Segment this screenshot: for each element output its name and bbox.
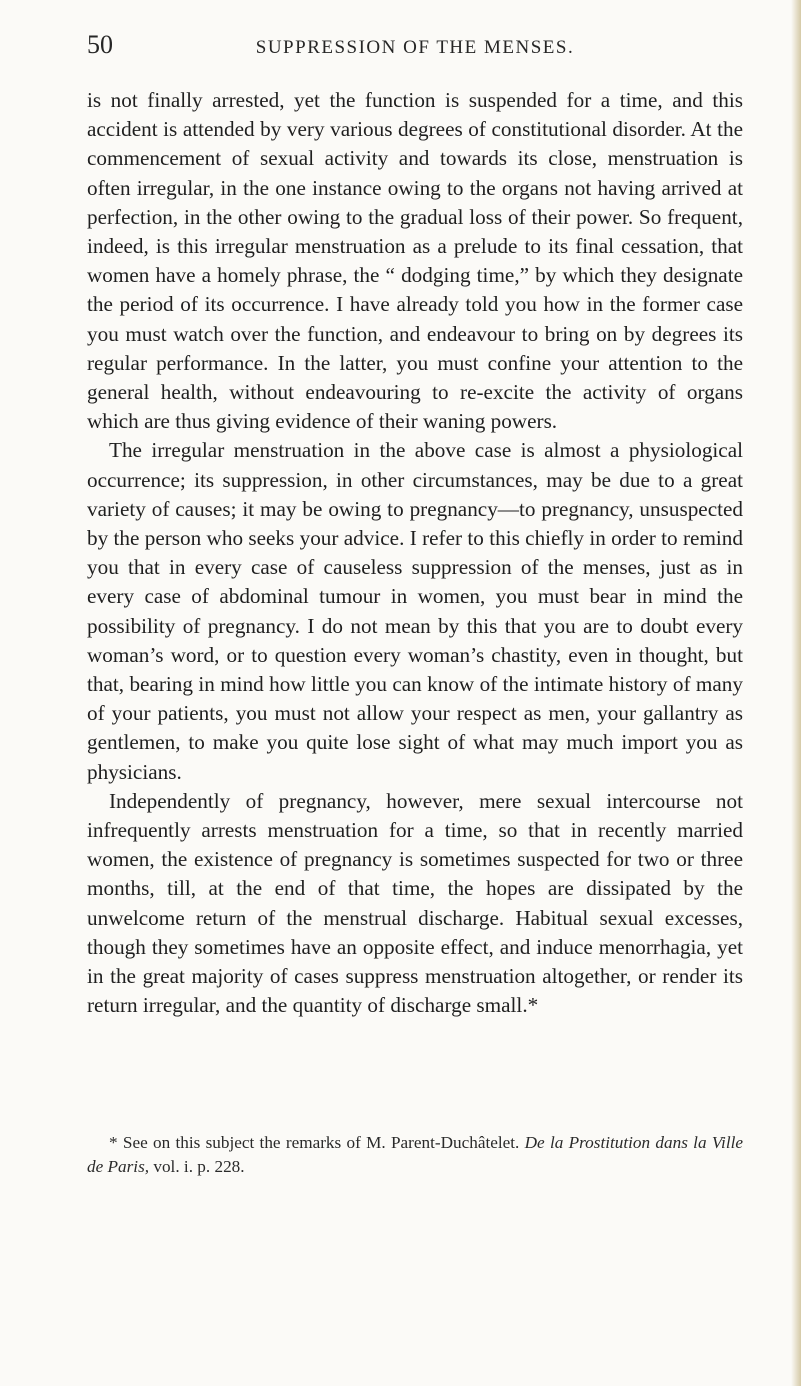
paragraph: Independently of pregnancy, however, mere sexual intercourse not infrequently arrests menstruation for a time, so that in recently married women, the existence of pregnancy is sometimes suspected for two or three months, till, at the end of that time, the hopes are dissipated by the unwelcome return of the menstrual discharge. Habitual sexual excesses, though they sometimes have an opposite effect, and induce menorrhagia, yet in the great majority of cases suppress menstruation altogether, or render its return irregular, and the quantity of discharge small.* bbox=[87, 788, 743, 1018]
running-title: SUPPRESSION OF THE MENSES. bbox=[255, 37, 575, 58]
paragraph: is not finally arrested, yet the function is suspended for a time, and this accident is attended by very various degrees of constitutional disorder. At the commencement of sexual activity and towards its close, menstruation is often irregular, in the one instance owing to the organs not having arrived at perfection, in the other owing to the gradual loss of their power. So frequent, indeed, is this irregular menstruation as a prelude to its final cessation, that women have a homely phrase, the “ dodging time,” by which they designate the period of its occurrence. I have already told you how in the former case you must watch over the function, and endeavour to bring on by degrees its regular performance. In the latter, you must confine your attention to the general health, without endeavouring to re-excite the activity of organs which are thus giving evidence of their waning powers. bbox=[87, 88, 743, 434]
page-header bbox=[87, 30, 743, 62]
footnote bbox=[87, 1131, 743, 1179]
page-edge-shadow bbox=[791, 0, 801, 1386]
paragraph: The irregular menstruation in the above case is almost a physiological occurrence; its suppression, in other circumstances, may be due to a great variety of causes; it may be owing to pregnancy—to pregnancy, unsuspected by the person who seeks your advice. I refer to this chiefly in order to remind you that in every case of causeless suppression of the menses, just as in every case of abdominal tumour in women, you must bear in mind the possibility of pregnancy. I do not mean by this that you are to doubt every woman’s word, or to question every woman’s chastity, even in thought, but that, bearing in mind how little you can know of the intimate history of many of your patients, you must not allow your respect as men, your gallantry as gentlemen, to make you quite lose sight of what may much import you as physicians. bbox=[87, 438, 743, 784]
page-number: 50 bbox=[87, 30, 113, 59]
footnote-reference: vol. i. p. 228. bbox=[153, 1157, 245, 1176]
footnote-text: * See on this subject the remarks of M. Parent-Duchâtelet. bbox=[109, 1133, 520, 1152]
body-text bbox=[87, 86, 743, 1021]
footnote-title: De la Prostitution dans la Ville de Paris, bbox=[87, 1133, 744, 1176]
